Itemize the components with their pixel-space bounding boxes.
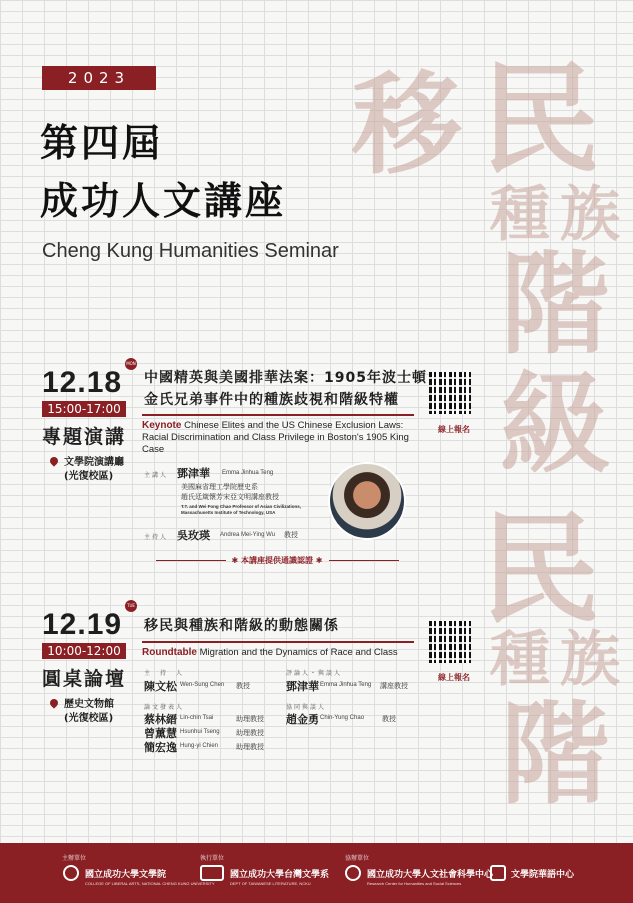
event2-host-title: 教授 [236, 682, 250, 690]
event1-en-title-2: Racial Discrimination and Class Privilege in Boston's 1905 King Case [142, 432, 409, 455]
event2-presenter-name-1: 蔡林縉 [144, 713, 177, 726]
event1-speaker-name: 鄧津華 [177, 467, 210, 480]
event1-host-en: Andrea Mei-Ying Wu [220, 532, 276, 538]
event2-discussant-name: 趙金勇 [286, 713, 319, 726]
event1-host-role: 主持人 [144, 534, 169, 541]
event1-zh-title-2: 金氏兄弟事件中的種族歧視和階級特權 [144, 392, 399, 408]
event2-date: 12.19 [42, 608, 123, 641]
event1-speaker-aff-1: 美國麻省理工學院歷史系 [181, 483, 258, 491]
event2-en-title-text: Migration and the Dynamics of Race and Class [199, 647, 398, 658]
event2-presenter-role: 論文發表人 [144, 704, 185, 711]
note-dash-left [156, 560, 226, 561]
bg-char-6: 級 [500, 360, 610, 489]
event1-host-name: 吳玫瑛 [177, 529, 210, 542]
event1-speaker-aff-en-1: T.T. and Wei Fong Chao Professor of Asian Civilizations, [181, 504, 302, 509]
note-dash-right [329, 560, 399, 561]
event2-presenter-title-2: 助理教授 [236, 729, 264, 737]
footer-host-org: 國立成功大學文學院 [85, 870, 167, 880]
footer-exec-label: 執行單位 [200, 855, 225, 862]
bg-char-1: 移 [352, 60, 462, 189]
event2-reviewer-en: Emma Jinhua Teng [320, 682, 372, 688]
subtitle: Cheng Kung Humanities Seminar [42, 240, 339, 262]
footer-co-org-2: 文學院華語中心 [511, 870, 575, 880]
event2-reviewer-name: 鄧津華 [286, 680, 319, 693]
event2-zh-title: 移民與種族和階級的動態關係 [144, 618, 339, 634]
event2-time: 10:00-12:00 [42, 643, 126, 659]
event1-time: 15:00-17:00 [42, 401, 126, 417]
event2-qr-label[interactable]: 線上報名 [438, 673, 470, 682]
footer-co-org-1: 國立成功大學人文社會科學中心 [367, 870, 494, 880]
event1-venue [50, 456, 124, 484]
event2-presenter-en-1: Lin-chin Tsai [180, 715, 214, 721]
event2-en-title [142, 647, 422, 659]
title-line-1: 第四屆 [40, 121, 164, 165]
event2-en-tag: Roundtable [142, 647, 197, 658]
event1-divider [142, 414, 414, 416]
event1-zh-title-1: 中國精英與美國排華法案：1905年波士頓 [144, 370, 427, 386]
event2-host-en: Wen-Sung Chen [180, 682, 225, 688]
bg-char-10: 階 [500, 690, 610, 819]
event1-date: 12.18 [42, 366, 123, 399]
event2-host-role: 主 持 人 [144, 670, 185, 677]
event1-note: ✱ 本講座提供通識認證 ✱ [142, 555, 412, 566]
event1-en-title-1: Chinese Elites and the US Chinese Exclusion Laws: [184, 420, 404, 431]
rchss-logo-icon [345, 865, 361, 881]
footer-host-org-en: COLLEGE OF LIBERAL ARTS, NATIONAL CHENG KUNG UNIVERSITY [85, 881, 215, 886]
speaker-photo [328, 462, 406, 540]
chinese-center-logo-icon [490, 865, 506, 881]
event1-qr-code[interactable] [429, 372, 471, 414]
event2-discussant-title: 教授 [382, 715, 396, 723]
event2-presenter-title-1: 助理教授 [236, 715, 264, 723]
bg-char-4: 族 [560, 180, 620, 250]
event1-day-badge: MON [125, 358, 137, 370]
bg-char-3: 種 [490, 180, 550, 250]
event2-presenter-name-2: 曾薰慧 [144, 727, 177, 740]
footer-host-label: 主辦單位 [62, 855, 87, 862]
footer-exec-org-en: DEPT OF TAIWANESE LITERATURE, NCKU [230, 881, 311, 886]
event1-speaker-role: 主講人 [144, 472, 169, 479]
location-pin-icon [48, 697, 59, 708]
bg-char-7: 民 [480, 499, 600, 640]
event2-presenter-en-3: Hung-yi Chien [180, 743, 219, 749]
event2-qr-code[interactable] [429, 621, 471, 663]
event1-speaker-en: Emma Jinhua Teng [222, 470, 274, 476]
location-pin-icon [48, 455, 59, 466]
footer-co-org-1-en: Research Center for Humanities and Social Sciences [367, 881, 462, 886]
event1-en-title [142, 420, 422, 456]
event2-discussant-en: Chin-Yung Chao [320, 715, 365, 721]
event2-presenter-en-2: Hsunhui Tseng [180, 729, 220, 735]
event2-venue [50, 698, 114, 726]
event2-reviewer-title: 講座教授 [380, 682, 408, 690]
event2-venue-name: 歷史文物館 [64, 699, 114, 710]
event1-speaker-aff-2: 趙氏廷箴懷芳宋亞文明講座教授 [181, 493, 279, 501]
event1-speaker-aff-en-2: Massachusetts Institute of Technology, USA [181, 510, 276, 515]
year-badge: 2023 [42, 66, 156, 90]
event2-reviewer-role: 評論人・與談人 [286, 670, 343, 677]
event1-qr-label[interactable]: 線上報名 [438, 425, 470, 434]
event1-venue-campus: (光復校區) [64, 471, 114, 482]
event1-type: 專題演講 [42, 426, 127, 448]
event1-en-tag: Keynote [142, 420, 182, 431]
event1-note-text: 本講座提供通識認證 [241, 556, 313, 565]
event2-host-name: 陳文松 [144, 680, 177, 693]
ncku-logo-icon [63, 865, 79, 881]
building-logo-icon [200, 865, 224, 881]
event2-venue-campus: (光復校區) [64, 713, 114, 724]
event2-presenter-name-3: 簡宏逸 [144, 741, 177, 754]
title-line-2: 成功人文講座 [40, 179, 287, 223]
bg-char-8: 種 [490, 625, 550, 695]
event2-presenter-title-3: 助理教授 [236, 743, 264, 751]
event1-host-title: 教授 [284, 531, 298, 539]
bg-char-5: 階 [500, 240, 610, 369]
event1-venue-name: 文學院演講廳 [64, 457, 124, 468]
footer-co-label: 協辦單位 [345, 855, 370, 862]
footer-exec-org: 國立成功大學台灣文學系 [230, 870, 330, 880]
footer [0, 843, 633, 903]
event2-divider [142, 641, 414, 643]
event2-discussant-role: 協同與談人 [286, 704, 327, 711]
bg-char-9: 族 [560, 625, 620, 695]
event2-day-badge: TUE [125, 600, 137, 612]
bg-char-2: 民 [480, 49, 600, 190]
event2-type: 圓桌論壇 [42, 668, 127, 690]
